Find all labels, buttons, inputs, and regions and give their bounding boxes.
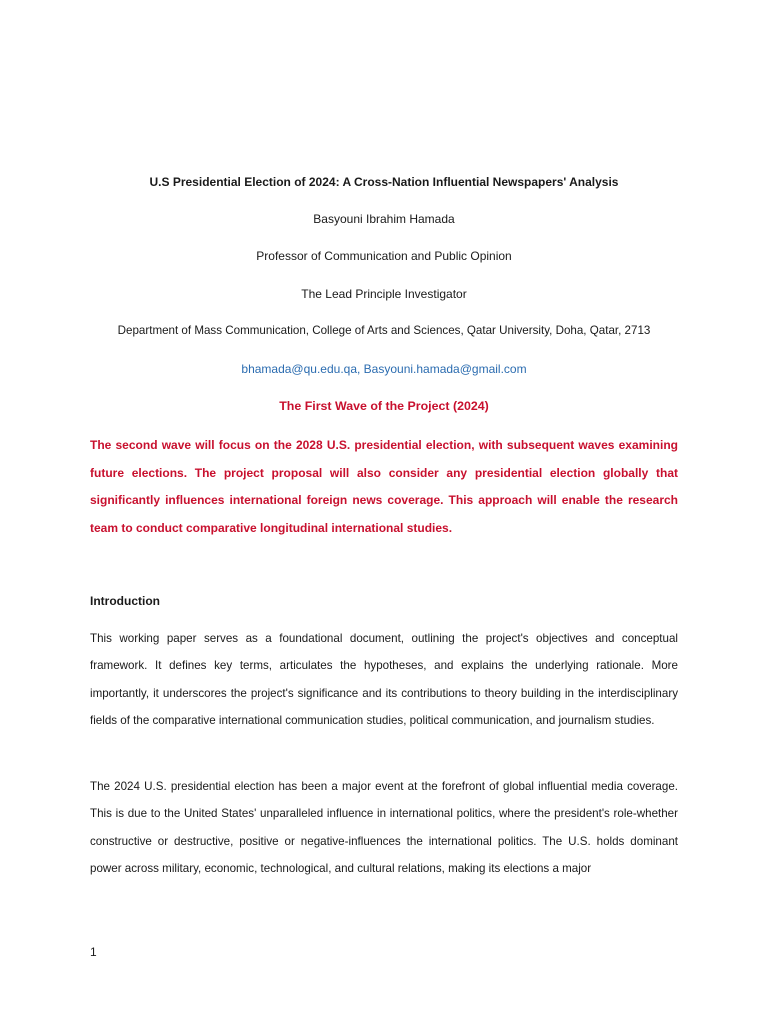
author-name: Basyouni Ibrahim Hamada	[313, 212, 455, 226]
author-role: The Lead Principle Investigator	[301, 287, 467, 301]
intro-paragraph-2: The 2024 U.S. presidential election has been a major event at the forefront of global influential media coverage. This is due to the United States' unparalleled influence in international politics, where the president's role-whether constructive or destructive, positive or negative-influences the international politics. The U.S. holds dominant power across military, economic, technological, and cultural relations, making its elections a major	[90, 780, 678, 876]
second-wave-notice: The second wave will focus on the 2028 U.S. presidential election, with subsequent waves examining future elections. The project proposal will also consider any presidential election globally that significantly influences international foreign news coverage. This approach will enable the research team to conduct comparative longitudinal international studies.	[90, 438, 678, 535]
page-number: 1	[90, 945, 97, 959]
intro-paragraph-1: This working paper serves as a foundational document, outlining the project's objectives and conceptual framework. It defines key terms, articulates the hypotheses, and explains the underlying rationale. More importantly, it underscores the project's significance and its contributions to theory building in the interdisciplinary fields of the comparative international communication studies, political communication, and journalism studies.	[90, 632, 678, 728]
paper-title: U.S Presidential Election of 2024: A Cross-Nation Influential Newspapers' Analysis	[149, 175, 619, 189]
author-emails[interactable]: bhamada@qu.edu.qa, Basyouni.hamada@gmail.com	[241, 362, 527, 376]
project-wave-heading: The First Wave of the Project (2024)	[279, 399, 489, 413]
author-affiliation: Department of Mass Communication, College of Arts and Sciences, Qatar University, Doha, Qatar, 2713	[117, 324, 651, 337]
section-heading-introduction: Introduction	[90, 594, 160, 608]
author-position: Professor of Communication and Public Opinion	[256, 249, 512, 263]
